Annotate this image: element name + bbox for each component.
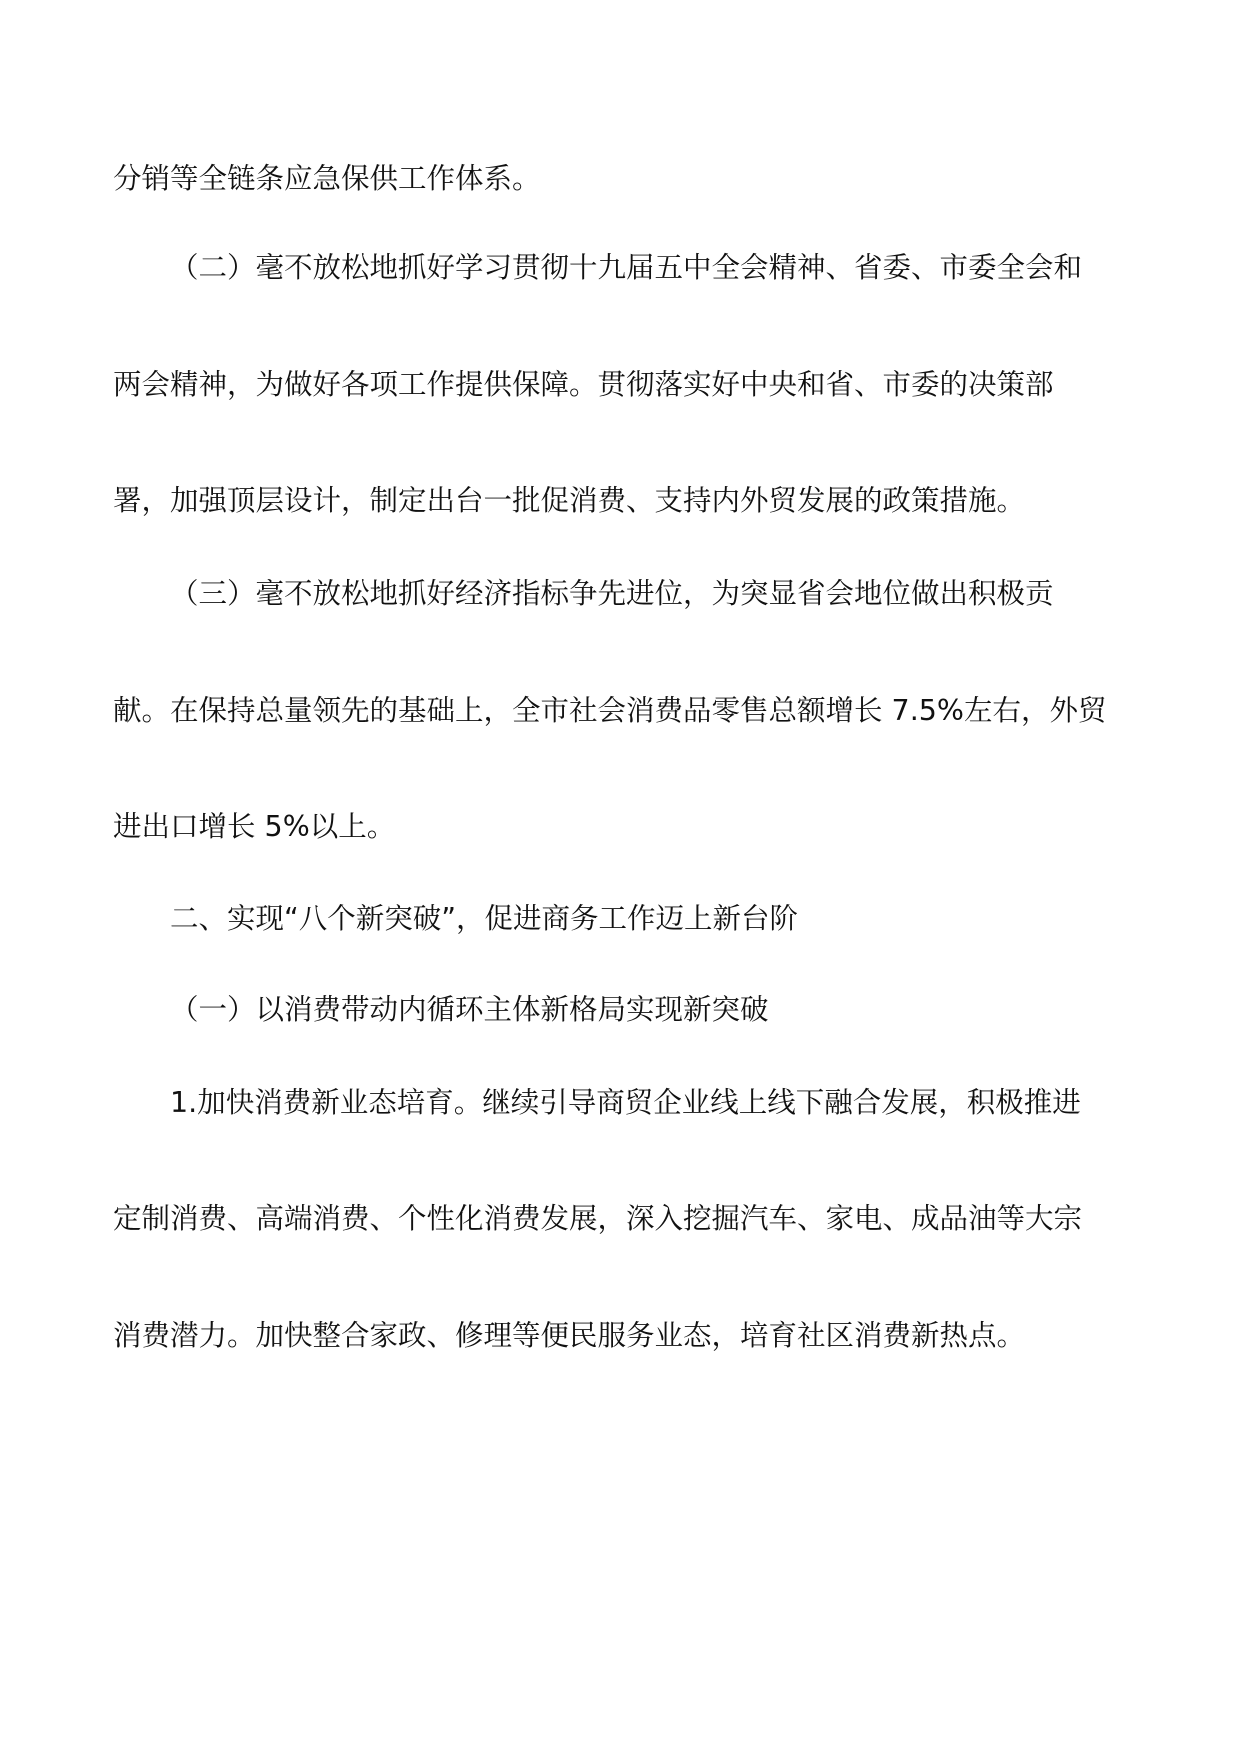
numbered-item: 1.加快消费新业态培育。继续引导商贸企业线上线下融合发展，积极推进 bbox=[170, 1086, 1081, 1119]
subsection-heading: （一）以消费带动内循环主体新格局实现新突破 bbox=[170, 993, 769, 1026]
text-line: 献。在保持总量领先的基础上，全市社会消费品零售总额增长 7.5%左右，外贸 bbox=[113, 694, 1107, 727]
text-line: 进出口增长 5%以上。 bbox=[113, 810, 396, 843]
text-line: 署，加强顶层设计，制定出台一批促消费、支持内外贸发展的政策措施。 bbox=[113, 484, 1026, 517]
text-line: 分销等全链条应急保供工作体系。 bbox=[113, 162, 541, 195]
text-line: 定制消费、高端消费、个性化消费发展，深入挖掘汽车、家电、成品油等大宗 bbox=[113, 1202, 1083, 1235]
section-heading-2: （二）毫不放松地抓好学习贯彻十九届五中全会精神、省委、市委全会和 bbox=[170, 251, 1083, 284]
text-line: 消费潜力。加快整合家政、修理等便民服务业态，培育社区消费新热点。 bbox=[113, 1319, 1026, 1352]
chapter-heading: 二、实现“八个新突破”，促进商务工作迈上新台阶 bbox=[170, 902, 799, 935]
section-heading-3: （三）毫不放松地抓好经济指标争先进位，为突显省会地位做出积极贡 bbox=[170, 577, 1054, 610]
text-line: 两会精神，为做好各项工作提供保障。贯彻落实好中央和省、市委的决策部 bbox=[113, 368, 1054, 401]
